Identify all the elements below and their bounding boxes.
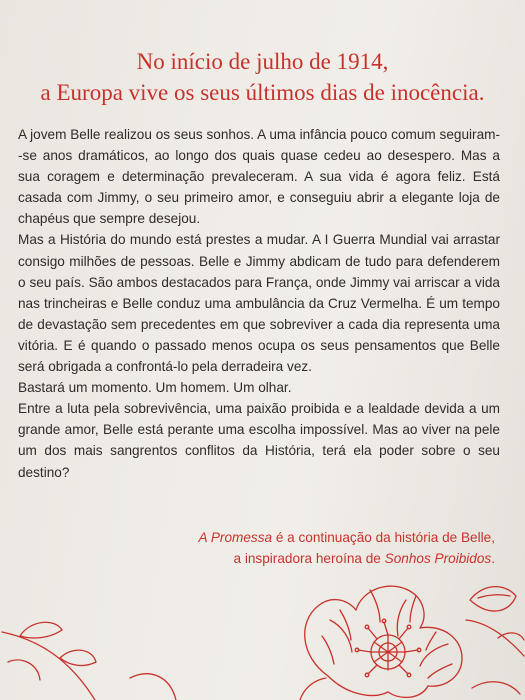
- synopsis-paragraph-4: Entre a luta pela sobrevivência, uma paixão proibida e a lealdade devida a um grande amor, Belle está perante uma escolha impossível. Mas ao viver na pele um dos mais sangrentos conflitos da História, terá ela poder sobre o seu destino?: [18, 401, 500, 480]
- headline: [0, 46, 525, 108]
- synopsis: [18, 124, 500, 483]
- tagline-line-1: [199, 527, 495, 548]
- synopsis-paragraph-2: Mas a História do mundo está prestes a mudar. A I Guerra Mundial vai arrastar consigo milhões de pessoas. Belle e Jimmy abdicam de tudo para defenderem o seu país. São ambos destacados para França, onde Jimmy vai arriscar a vida nas trincheiras e Belle conduz uma ambulância da Cruz Vermelha. É um tempo de devastação sem precedentes em que sobreviver a cada dia representa uma vitória. E é quando o passado menos ocupa os seus pensamentos que Belle será obrigada a confrontá-lo pela derradeira vez.: [18, 232, 500, 375]
- headline-line-1: No início de julho de 1914,: [136, 49, 389, 74]
- tagline-book-title: A Promessa: [198, 530, 273, 545]
- tagline-line-1-text: é a continuação da história de Belle,: [272, 530, 495, 545]
- tagline-line-2-text: a inspiradora heroína de: [233, 551, 385, 566]
- headline-line-2: a Europa vive os seus últimos dias de inocência.: [40, 80, 485, 105]
- flower-illustration-icon: [0, 560, 525, 700]
- tagline-previous-book: Sonhos Proibidos: [384, 551, 492, 566]
- synopsis-paragraph-3: Bastará um momento. Um homem. Um olhar.: [18, 380, 292, 396]
- tagline-line-2-end: .: [491, 551, 495, 566]
- synopsis-paragraph-1: A jovem Belle realizou os seus sonhos. A uma infância pouco comum seguiram--se anos dramáticos, ao longo dos quais quase cedeu ao desespero. Mas a sua coragem e determinação prevaleceram. A sua vida é agora feliz. Está casada com Jimmy, o seu primeiro amor, e conseguiu abrir a elegante loja de chapéus que sempre desejou.: [18, 127, 500, 227]
